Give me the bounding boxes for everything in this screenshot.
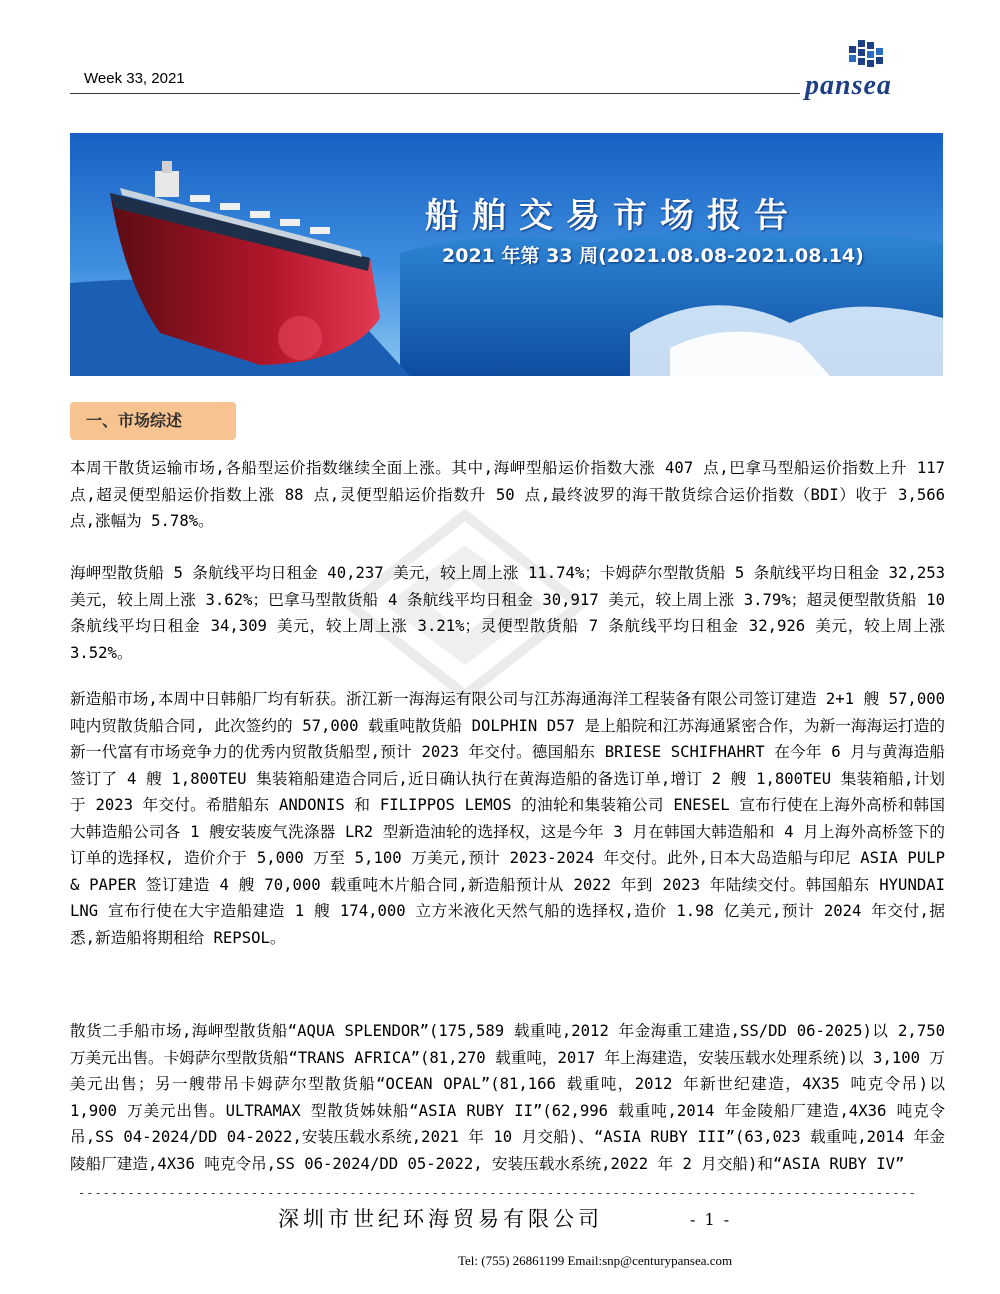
- page-number: - 1 -: [690, 1210, 732, 1229]
- section-heading: 一、市场综述: [70, 402, 236, 440]
- company-name: 深圳市世纪环海贸易有限公司: [278, 1207, 603, 1231]
- banner-subtitle: 2021 年第 33 周(2021.08.08-2021.08.14): [442, 245, 864, 267]
- week-label: Week 33, 2021: [84, 70, 185, 87]
- paragraph-secondhand: 散货二手船市场,海岬型散货船“AQUA SPLENDOR”(175,589 载重吨,2012 年金海重工建造,SS/DD 06-2025)以 2,750 万美元出售。卡姆萨尔型散货船“TRANS AFRICA”(81,270 载重吨，2017 年上海建造，安装压载水处理系统)以 3,100 万美元出售；另一艘带吊卡姆萨尔型散货船“OCEAN OPAL”(81,166 载重吨，2012 年新世纪建造，4X35 吨克令吊)以 1,900 万美元出售。ULTRAMAX 型散货姊妹船“ASIA RUBY II”(62,996 载重吨,2014 年金陵船厂建造,4X36 吨克令吊,SS 04-2024/DD 04-2022,安装压载水系统,2021 年 10 月交船)、“ASIA RUBY III”(63,023 载重吨,2014 年金陵船厂建造,4X36 吨克令吊,SS 06-2024/DD 05-2022, 安装压载水系统,2022 年 2 月交船)和“ASIA RUBY IV”: [70, 1022, 945, 1173]
- report-banner: [70, 133, 943, 376]
- paragraph-charter-rates: 海岬型散货船 5 条航线平均日租金 40,237 美元，较上周上涨 11.74%；卡姆萨尔型散货船 5 条航线平均日租金 32,253 美元，较上周上涨 3.62%；巴拿马型散货船 4 条航线平均日租金 30,917 美元，较上周上涨 3.79%；超灵便型散货船 10 条航线平均日租金 34,309 美元，较上周上涨 3.21%；灵便型散货船 7 条航线平均日租金 32,926 美元，较上周上涨 3.52%。: [70, 564, 945, 662]
- contact-info: Tel: (755) 26861199 Email:snp@centurypansea.com: [458, 1253, 733, 1268]
- header-divider: [70, 93, 800, 94]
- footer-divider: ------------------------------------------------------------------------------------------------------: [78, 1186, 917, 1200]
- paragraph-newbuilding: 新造船市场,本周中日韩船厂均有斩获。浙江新一海海运有限公司与江苏海通海洋工程装备有限公司签订建造 2+1 艘 57,000 吨内贸散货船合同, 此次签约的 57,000 载重吨散货船 DOLPHIN D57 是上船院和江苏海通紧密合作，为新一海海运打造的新一代富有市场竞争力的优秀内贸散货船型,预计 2023 年交付。德国船东 BRIESE SCHIFHAHRT 在今年 6 月与黄海造船签订了 4 艘 1,800TEU 集装箱船建造合同后,近日确认执行在黄海造船的备选订单,增订 2 艘 1,800TEU 集装箱船,计划于 2023 年交付。希腊船东 ANDONIS 和 FILIPPOS LEMOS 的油轮和集装箱公司 ENESEL 宣布行使在上海外高桥和韩国大韩造船公司各 1 艘安装废气洗涤器 LR2 型新造油轮的选择权，这是今年 3 月在韩国大韩造船和 4 月上海外高桥签下的订单的选择权, 造价介于 5,000 万至 5,100 万美元,预计 2023-2024 年交付。此外,日本大岛造船与印尼 ASIA PULP & PAPER 签订建造 4 艘 70,000 载重吨木片船合同,新造船预计从 2022 年到 2023 年陆续交付。韩国船东 HYUNDAI LNG 宣布行使在大宇造船建造 1 艘 174,000 立方米液化天然气船的选择权,造价 1.98 亿美元,预计 2024 年交付,据悉,新造船将期租给 REPSOL。: [70, 690, 945, 947]
- paragraph-market-overview: 本周干散货运输市场,各船型运价指数继续全面上涨。其中,海岬型船运价指数大涨 407 点,巴拿马型船运价指数上升 117 点,超灵便型船运价指数上涨 88 点,灵便型船运价指数升 50 点,最终波罗的海干散货综合运价指数（BDI）收于 3,566 点,涨幅为 5.78%。: [70, 459, 945, 530]
- logo-wordmark: pansea: [805, 70, 892, 101]
- banner-title: 船舶交易市场报告: [425, 196, 801, 236]
